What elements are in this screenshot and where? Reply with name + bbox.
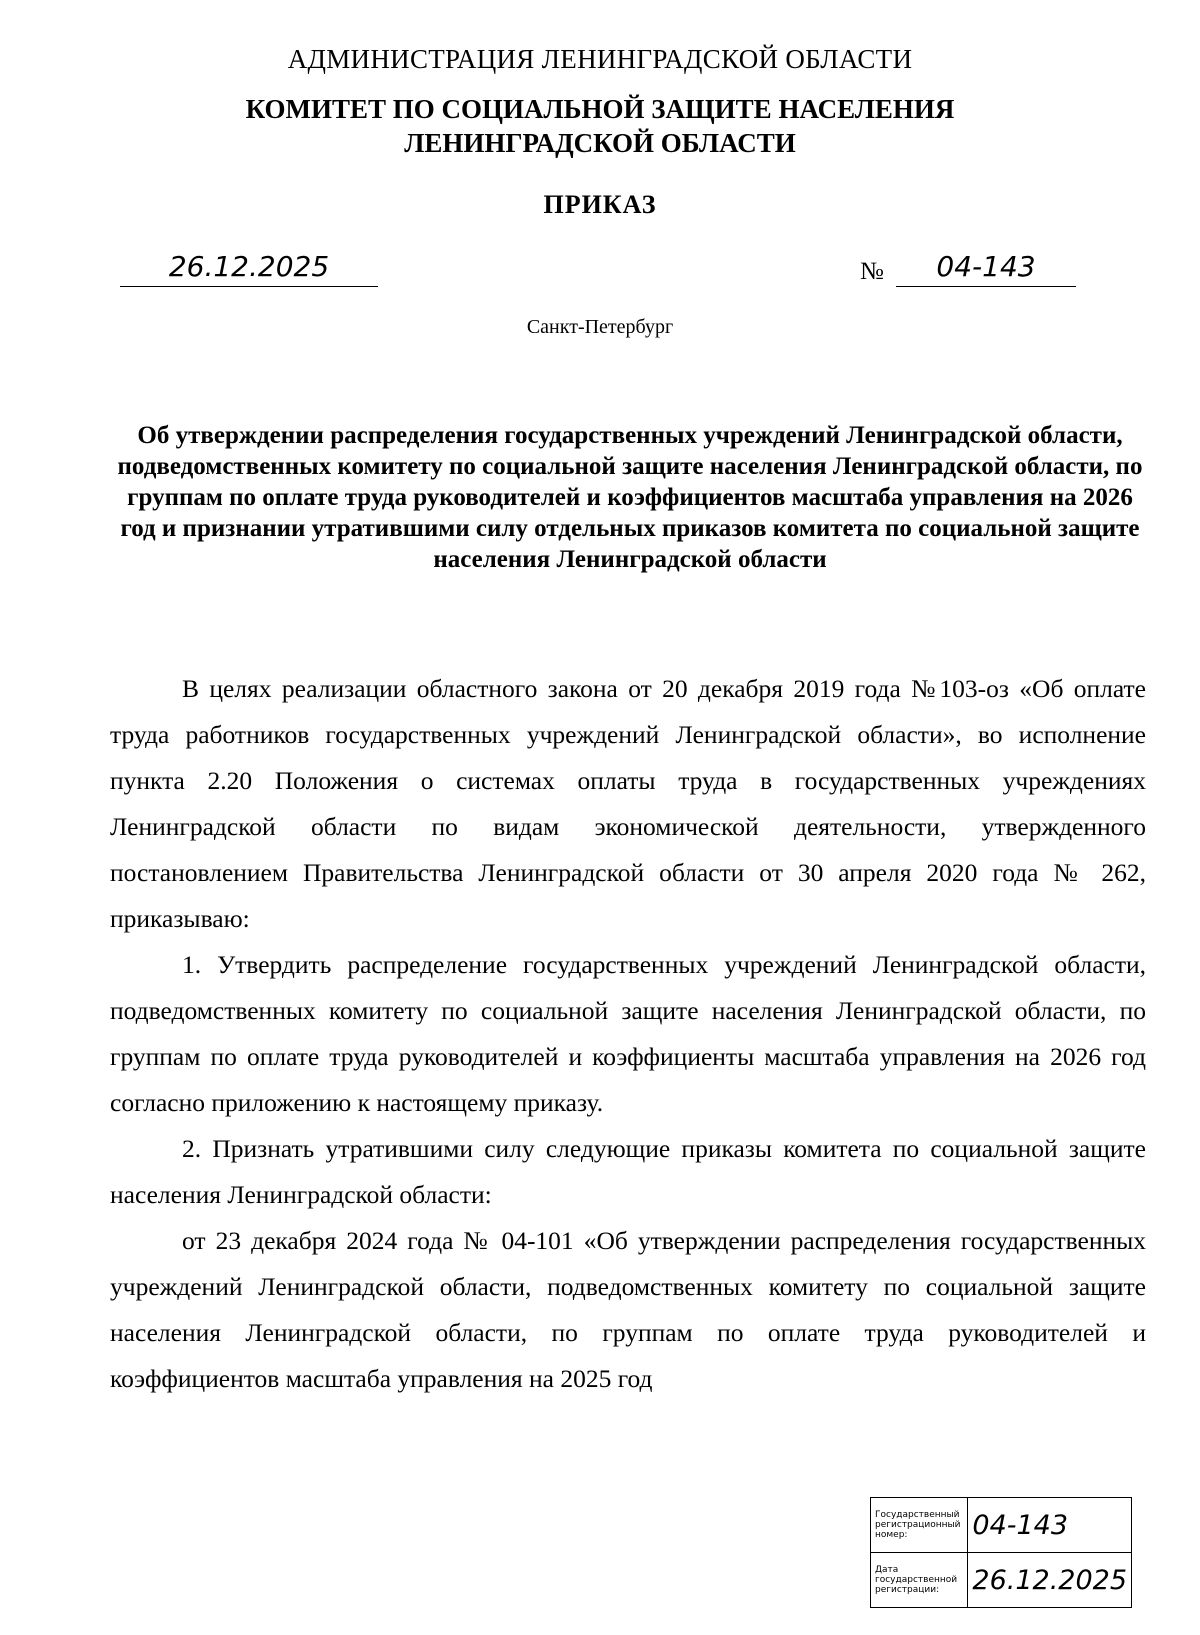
order-date: 26.12.2025 [120, 250, 378, 287]
order-title: Об утверждении распределения государственных учреждений Ленинградской области, подведомственных комитету по социальной защите населения Ленинградской области, по группам по оплате труда руководителей и коэффициентов масштаба управления на 2026 год и признании утратившими силу отдельных приказов комитета по социальной защите населения Ленинградской области [117, 422, 1143, 573]
document-type: ПРИКАЗ [543, 190, 657, 219]
number-sign: № [860, 258, 884, 285]
order-body [110, 666, 1146, 1402]
preamble-paragraph: В целях реализации областного закона от 20 декабря 2019 года №103-оз «Об оплате труда работников государственных учреждений Ленинградской области», во исполнение пункта 2.20 Положения о системах оплаты труда в государственных учреждениях Ленинградской области по видам экономической деятельности, утвержденного постановлением Правительства Ленинградской области от 30 апреля 2020 года № 262, приказываю: [110, 674, 1146, 933]
registration-number-value: 04-143 [968, 1498, 1132, 1553]
registration-stamp [870, 1497, 1132, 1608]
committee-heading-line2: ЛЕНИНГРАДСКОЙ ОБЛАСТИ [404, 128, 796, 158]
registration-date-value: 26.12.2025 [968, 1553, 1132, 1608]
order-number: 04-143 [896, 250, 1076, 287]
item-2-paragraph: 2. Признать утратившими силу следующие приказы комитета по социальной защите населения Ленинградской области: [110, 1134, 1146, 1209]
administration-heading: АДМИНИСТРАЦИЯ ЛЕНИНГРАДСКОЙ ОБЛАСТИ [287, 44, 913, 74]
committee-heading-line1: КОМИТЕТ ПО СОЦИАЛЬНОЙ ЗАЩИТЕ НАСЕЛЕНИЯ [245, 94, 955, 124]
registration-date-label: Дата государственной регистрации: [871, 1553, 968, 1608]
committee-heading [0, 92, 1200, 160]
item-1-paragraph: 1. Утвердить распределение государственных учреждений Ленинградской области, подведомственных комитету по социальной защите населения Ленинградской области, по группам по оплате труда руководителей и коэффициенты масштаба управления на 2026 год согласно приложению к настоящему приказу. [110, 950, 1146, 1117]
item-2-subitem-paragraph: от 23 декабря 2024 года № 04-101 «Об утверждении распределения государственных учреждений Ленинградской области, подведомственных комитету по социальной защите населения Ленинградской области, по группам по оплате труда руководителей и коэффициентов масштаба управления на 2025 год [110, 1226, 1146, 1393]
city: Санкт-Петербург [526, 316, 674, 338]
registration-number-label: Государственный регистрационный номер: [871, 1498, 968, 1553]
